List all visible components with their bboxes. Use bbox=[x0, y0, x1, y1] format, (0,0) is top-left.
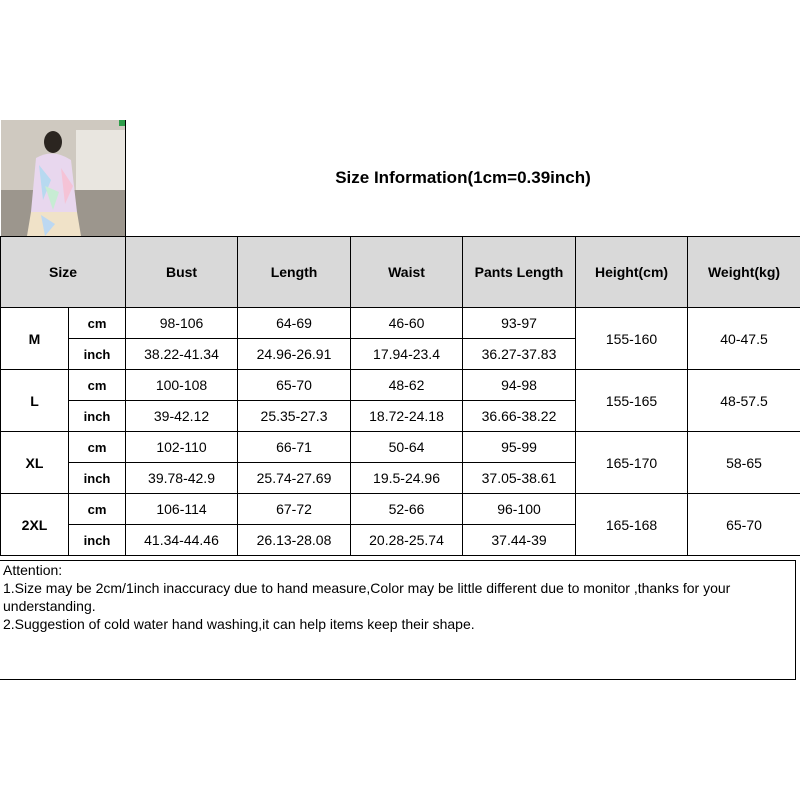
column-header: Waist bbox=[351, 237, 463, 308]
size-label: L bbox=[1, 370, 69, 432]
measurement-cell: 38.22-41.34 bbox=[126, 339, 238, 370]
size-label: XL bbox=[1, 432, 69, 494]
measurement-cell: 37.44-39 bbox=[463, 525, 576, 556]
table-header-row bbox=[1, 237, 800, 308]
measurement-cell: 37.05-38.61 bbox=[463, 463, 576, 494]
measurement-cell: 102-110 bbox=[126, 432, 238, 463]
unit-label: inch bbox=[69, 463, 126, 494]
measurement-cell: 39.78-42.9 bbox=[126, 463, 238, 494]
measurement-cell: 19.5-24.96 bbox=[351, 463, 463, 494]
column-header: Bust bbox=[126, 237, 238, 308]
measurement-cell: 93-97 bbox=[463, 308, 576, 339]
measurement-cell: 17.94-23.4 bbox=[351, 339, 463, 370]
notes-line: 2.Suggestion of cold water hand washing,it can help items keep their shape. bbox=[3, 616, 475, 632]
product-photo bbox=[1, 120, 126, 236]
measurement-cell: 65-70 bbox=[238, 370, 351, 401]
measurement-cell: 36.27-37.83 bbox=[463, 339, 576, 370]
height-cell: 165-168 bbox=[576, 494, 688, 556]
measurement-cell: 25.74-27.69 bbox=[238, 463, 351, 494]
weight-cell: 58-65 bbox=[688, 432, 800, 494]
table-row bbox=[1, 494, 800, 525]
unit-label: cm bbox=[69, 308, 126, 339]
size-chart bbox=[0, 120, 800, 682]
height-cell: 155-165 bbox=[576, 370, 688, 432]
unit-label: cm bbox=[69, 494, 126, 525]
measurement-cell: 95-99 bbox=[463, 432, 576, 463]
unit-label: inch bbox=[69, 525, 126, 556]
measurement-cell: 48-62 bbox=[351, 370, 463, 401]
measurement-cell: 64-69 bbox=[238, 308, 351, 339]
measurement-cell: 67-72 bbox=[238, 494, 351, 525]
chart-title: Size Information(1cm=0.39inch) bbox=[335, 168, 591, 187]
model-photo-illustration bbox=[1, 120, 125, 236]
weight-cell: 40-47.5 bbox=[688, 308, 800, 370]
column-header: Pants Length bbox=[463, 237, 576, 308]
measurement-cell: 100-108 bbox=[126, 370, 238, 401]
measurement-cell: 20.28-25.74 bbox=[351, 525, 463, 556]
unit-label: cm bbox=[69, 370, 126, 401]
measurement-cell: 94-98 bbox=[463, 370, 576, 401]
measurement-cell: 25.35-27.3 bbox=[238, 401, 351, 432]
measurement-cell: 41.34-44.46 bbox=[126, 525, 238, 556]
weight-cell: 65-70 bbox=[688, 494, 800, 556]
column-header: Length bbox=[238, 237, 351, 308]
measurement-cell: 106-114 bbox=[126, 494, 238, 525]
attention-notes bbox=[0, 560, 796, 680]
notes-heading: Attention: bbox=[3, 562, 63, 578]
measurement-cell: 18.72-24.18 bbox=[351, 401, 463, 432]
column-header: Weight(kg) bbox=[688, 237, 800, 308]
size-table bbox=[0, 236, 800, 556]
table-row bbox=[1, 370, 800, 401]
measurement-cell: 50-64 bbox=[351, 432, 463, 463]
measurement-cell: 96-100 bbox=[463, 494, 576, 525]
column-header: Height(cm) bbox=[576, 237, 688, 308]
height-cell: 155-160 bbox=[576, 308, 688, 370]
measurement-cell: 66-71 bbox=[238, 432, 351, 463]
unit-label: cm bbox=[69, 432, 126, 463]
unit-label: inch bbox=[69, 401, 126, 432]
measurement-cell: 52-66 bbox=[351, 494, 463, 525]
table-row bbox=[1, 308, 800, 339]
measurement-cell: 24.96-26.91 bbox=[238, 339, 351, 370]
height-cell: 165-170 bbox=[576, 432, 688, 494]
notes-line: 1.Size may be 2cm/1inch inaccuracy due to hand measure,Color may be little different due to monitor ,thanks for your understanding. bbox=[3, 580, 731, 614]
column-header: Size bbox=[1, 237, 126, 308]
unit-label: inch bbox=[69, 339, 126, 370]
measurement-cell: 39-42.12 bbox=[126, 401, 238, 432]
size-label: M bbox=[1, 308, 69, 370]
measurement-cell: 46-60 bbox=[351, 308, 463, 339]
measurement-cell: 98-106 bbox=[126, 308, 238, 339]
measurement-cell: 26.13-28.08 bbox=[238, 525, 351, 556]
size-label: 2XL bbox=[1, 494, 69, 556]
measurement-cell: 36.66-38.22 bbox=[463, 401, 576, 432]
weight-cell: 48-57.5 bbox=[688, 370, 800, 432]
table-row bbox=[1, 432, 800, 463]
